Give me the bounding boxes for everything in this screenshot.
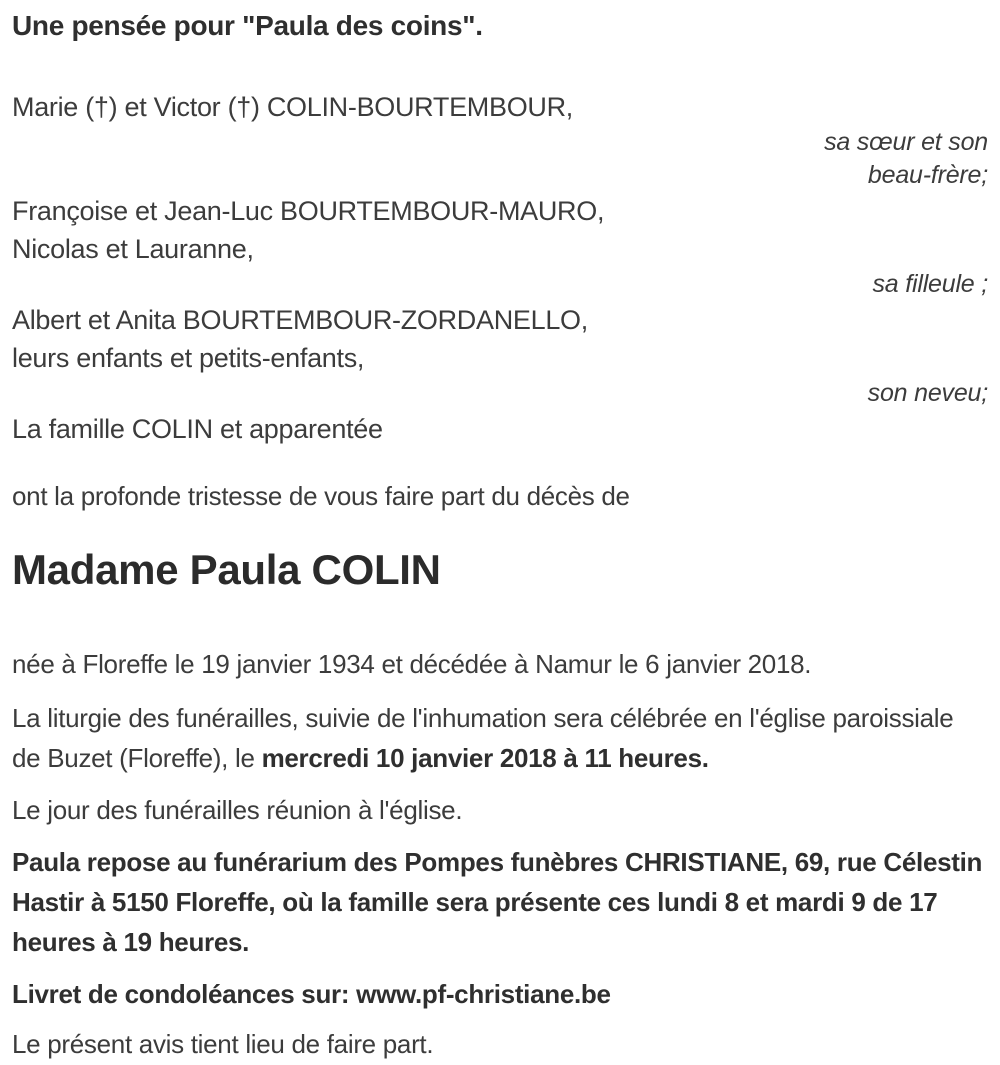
- mourner-line: Marie (†) et Victor (†) COLIN-BOURTEMBOUR,: [12, 92, 573, 122]
- relation-label: sa filleule ;: [872, 270, 988, 298]
- ceremony-text: La liturgie des funérailles, suivie de l'inhumation sera célébrée en l'église paroissiale de Buzet (Floreffe), le: [12, 703, 954, 773]
- closing-notice: Le présent avis tient lieu de faire part.: [12, 1029, 434, 1059]
- relation-label: sa sœur et son beau-frère;: [824, 128, 988, 189]
- condolences-line: [12, 974, 988, 1014]
- mourners-list: [12, 88, 988, 448]
- announcement-text: ont la profonde tristesse de vous faire part du décès de: [12, 481, 630, 511]
- repose-details: Paula repose au funérarium des Pompes funèbres CHRISTIANE, 69, rue Célestin Hastir à 5150 Floreffe, où la famille sera présente ces lundi 8 et mardi 9 de 17 heures à 19 heures.: [12, 847, 983, 957]
- mourner-line: La famille COLIN et apparentée: [12, 414, 383, 444]
- ceremony-datetime: mercredi 10 janvier 2018 à 11 heures.: [261, 743, 709, 773]
- relation-label: son neveu;: [867, 379, 988, 407]
- ceremony-details: [12, 698, 988, 778]
- life-dates: née à Floreffe le 19 janvier 1934 et décédée à Namur le 6 janvier 2018.: [12, 649, 812, 679]
- deceased-name: Madame Paula COLIN: [12, 546, 441, 593]
- mourner-line: Albert et Anita BOURTEMBOUR-ZORDANELLO,: [12, 305, 588, 335]
- mourner-line: Nicolas et Lauranne,: [12, 234, 254, 264]
- mourner-line: Françoise et Jean-Luc BOURTEMBOUR-MAURO,: [12, 196, 605, 226]
- mourner-line: leurs enfants et petits-enfants,: [12, 343, 365, 373]
- notice-title: Une pensée pour "Paula des coins".: [12, 10, 483, 41]
- condolences-url: www.pf-christiane.be: [356, 979, 611, 1009]
- reunion-note: Le jour des funérailles réunion à l'église.: [12, 795, 463, 825]
- condolences-label: Livret de condoléances sur:: [12, 979, 357, 1009]
